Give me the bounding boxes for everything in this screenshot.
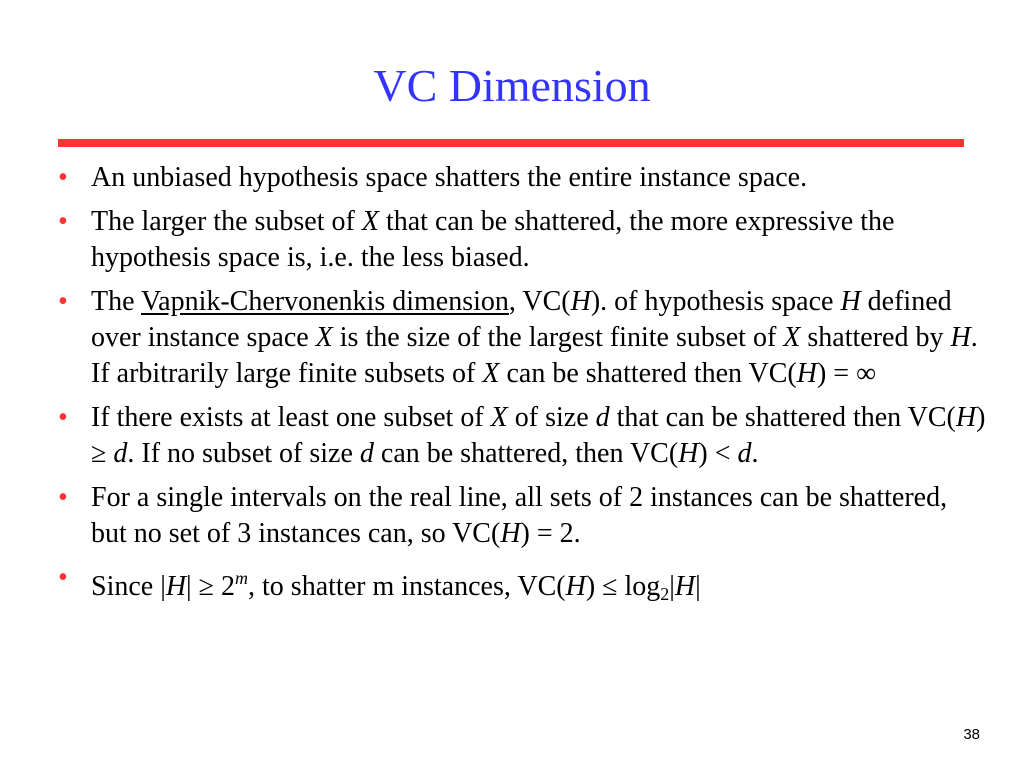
bullet-marker: • — [58, 402, 68, 433]
bullet-text: If there exists at least one subset of X of size d that can be shattered then VC(H) ≥ d. If no subset of size d can be shattered, then VC(H) < d. — [91, 402, 986, 469]
bullet-1 — [56, 160, 986, 196]
bullet-5 — [56, 480, 986, 552]
vc-dimension-term: Vapnik-Chervonenkis dimension — [141, 286, 509, 317]
bullet-text: For a single intervals on the real line, all sets of 2 instances can be shattered, but no set of 3 instances can, so VC(H) = 2. — [91, 482, 948, 549]
bullet-marker: • — [58, 286, 68, 317]
bullet-2 — [56, 204, 986, 276]
bullet-marker: • — [58, 482, 68, 513]
bullet-text: Since $|H| \ge 2^m$, to shatter m instances, $VC(H) \le \log_2|H|$ — [91, 568, 701, 604]
page-number: 38 — [963, 726, 980, 743]
bullet-6 — [56, 560, 986, 612]
bullet-list — [56, 160, 986, 620]
bullet-4 — [56, 400, 986, 472]
bullet-text: An unbiased hypothesis space shatters the entire instance space. — [91, 162, 808, 193]
slide-title: VC Dimension — [373, 60, 651, 111]
bullet-marker: • — [58, 562, 68, 593]
bullet-marker: • — [58, 206, 68, 237]
title-underline-rule — [58, 139, 964, 147]
bullet-text: The larger the subset of X that can be shattered, the more expressive the hypothesis space is, i.e. the less biased. — [91, 206, 895, 273]
bullet-text: The Vapnik-Chervonenkis dimension, VC(H). of hypothesis space H defined over instance space X is the size of the largest finite subset of X shattered by H. If arbitrarily large finite subsets of X can be shattered then VC(H) = ∞ — [91, 286, 978, 389]
bullet-3 — [56, 284, 986, 392]
bullet-marker: • — [58, 162, 68, 193]
